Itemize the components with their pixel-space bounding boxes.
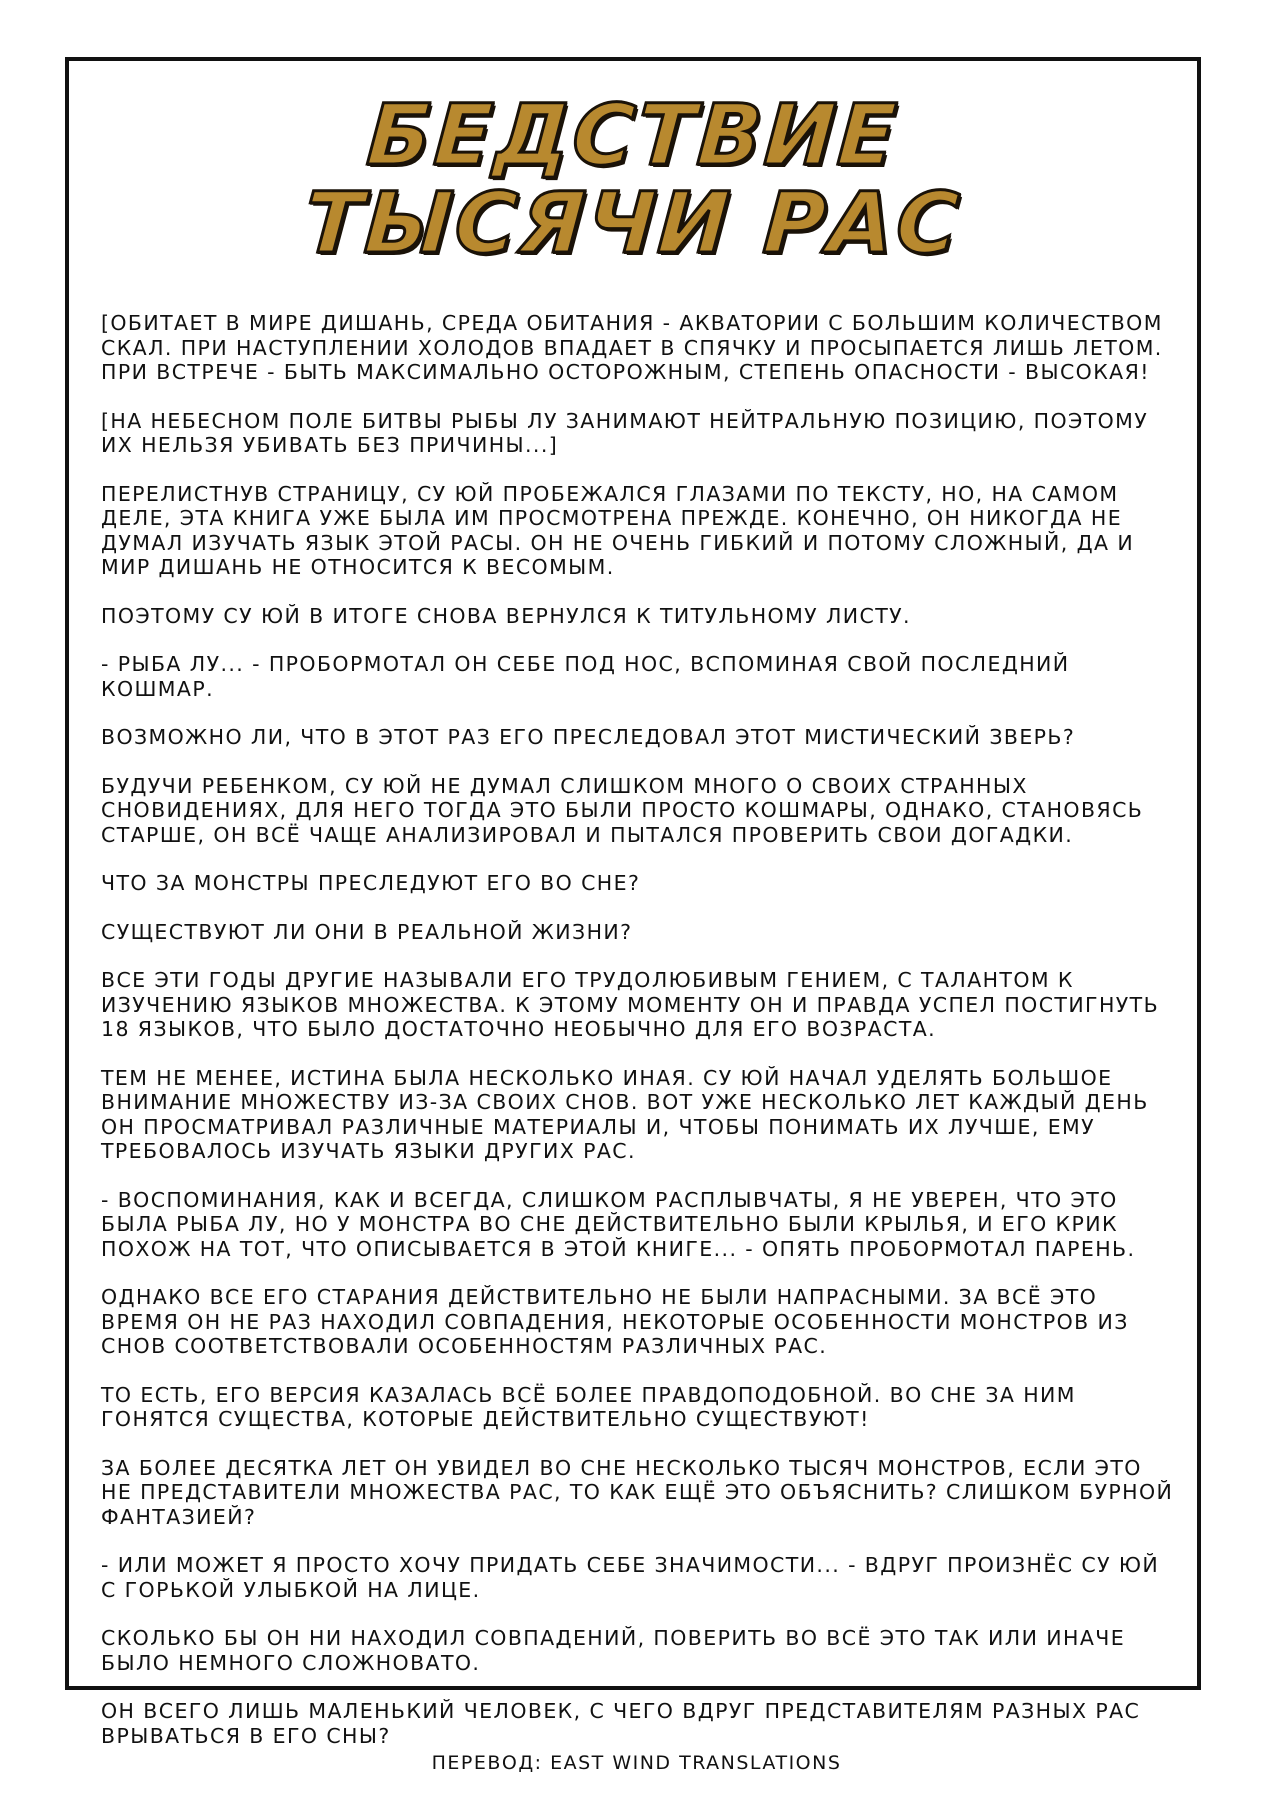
paragraph: СКОЛЬКО БЫ ОН НИ НАХОДИЛ СОВПАДЕНИЙ, ПОВЕРИТЬ ВО ВСЁ ЭТО ТАК ИЛИ ИНАЧЕ БЫЛО НЕМНОГО СЛОЖНОВАТО.	[101, 1626, 1126, 1675]
paragraph: - ИЛИ МОЖЕТ Я ПРОСТО ХОЧУ ПРИДАТЬ СЕБЕ ЗНАЧИМОСТИ... - ВДРУГ ПРОИЗНЁС СУ ЮЙ С ГОРЬКОЙ УЛЫБКОЙ НА ЛИЦЕ.	[101, 1553, 1160, 1602]
paragraph: ЧТО ЗА МОНСТРЫ ПРЕСЛЕДУЮТ ЕГО ВО СНЕ?	[101, 871, 641, 895]
paragraph: ТЕМ НЕ МЕНЕЕ, ИСТИНА БЫЛА НЕСКОЛЬКО ИНАЯ. СУ ЮЙ НАЧАЛ УДЕЛЯТЬ БОЛЬШОЕ ВНИМАНИЕ МНОЖЕСТВУ ИЗ-ЗА СВОИХ СНОВ. ВОТ УЖЕ НЕСКОЛЬКО ЛЕТ КАЖДЫЙ ДЕНЬ ОН ПРОСМАТРИВАЛ РАЗЛИЧНЫЕ МАТЕРИАЛЫ И, ЧТОБЫ ПОНИМАТЬ ИХ ЛУЧШЕ, ЕМУ ТРЕБОВАЛОСЬ ИЗУЧАТЬ ЯЗЫКИ ДРУГИХ РАС.	[101, 1065, 1149, 1163]
page-frame	[65, 57, 1201, 1748]
paragraph: ПЕРЕЛИСТНУВ СТРАНИЦУ, СУ ЮЙ ПРОБЕЖАЛСЯ ГЛАЗАМИ ПО ТЕКСТУ, НО, НА САМОМ ДЕЛЕ, ЭТА КНИГА УЖЕ БЫЛА ИМ ПРОСМОТРЕНА ПРЕЖДЕ. КОНЕЧНО, ОН НИКОГДА НЕ ДУМАЛ ИЗУЧАТЬ ЯЗЫК ЭТОЙ РАСЫ. ОН НЕ ОЧЕНЬ ГИБКИЙ И ПОТОМУ СЛОЖНЫЙ, ДА И МИР ДИШАНЬ НЕ ОТНОСИТСЯ К ВЕСОМЫМ.	[101, 481, 1135, 579]
paragraph: ВСЕ ЭТИ ГОДЫ ДРУГИЕ НАЗЫВАЛИ ЕГО ТРУДОЛЮБИВЫМ ГЕНИЕМ, С ТАЛАНТОМ К ИЗУЧЕНИЮ ЯЗЫКОВ МНОЖЕСТВА. К ЭТОМУ МОМЕНТУ ОН И ПРАВДА УСПЕЛ ПОСТИГНУТЬ 18 ЯЗЫКОВ, ЧТО БЫЛО ДОСТАТОЧНО НЕОБЫЧНО ДЛЯ ЕГО ВОЗРАСТА.	[101, 968, 1160, 1041]
paragraph: ВОЗМОЖНО ЛИ, ЧТО В ЭТОТ РАЗ ЕГО ПРЕСЛЕДОВАЛ ЭТОТ МИСТИЧЕСКИЙ ЗВЕРЬ?	[101, 725, 1076, 749]
paragraph: ТО ЕСТЬ, ЕГО ВЕРСИЯ КАЗАЛАСЬ ВСЁ БОЛЕЕ ПРАВДОПОДОБНОЙ. ВО СНЕ ЗА НИМ ГОНЯТСЯ СУЩЕСТВА, КОТОРЫЕ ДЕЙСТВИТЕЛЬНО СУЩЕСТВУЮТ!	[101, 1382, 1076, 1431]
page-title	[69, 86, 1197, 272]
paragraph: ПОЭТОМУ СУ ЮЙ В ИТОГЕ СНОВА ВЕРНУЛСЯ К ТИТУЛЬНОМУ ЛИСТУ.	[101, 603, 911, 628]
body-text	[101, 311, 1179, 1772]
paragraph: ОН ВСЕГО ЛИШЬ МАЛЕНЬКИЙ ЧЕЛОВЕК, С ЧЕГО ВДРУГ ПРЕДСТАВИТЕЛЯМ РАЗНЫХ РАС ВРЫВАТЬСЯ В ЕГО СНЫ?	[101, 1699, 1141, 1748]
paragraph: [ОБИТАЕТ В МИРЕ ДИШАНЬ, СРЕДА ОБИТАНИЯ - АКВАТОРИИ С БОЛЬШИМ КОЛИЧЕСТВОМ СКАЛ. ПРИ НАСТУПЛЕНИИ ХОЛОДОВ ВПАДАЕТ В СПЯЧКУ И ПРОСЫПАЕТСЯ ЛИШЬ ЛЕТОМ. ПРИ ВСТРЕЧЕ - БЫТЬ МАКСИМАЛЬНО ОСТОРОЖНЫМ, СТЕПЕНЬ ОПАСНОСТИ - ВЫСОКАЯ!	[101, 311, 1163, 384]
paragraph: - ВОСПОМИНАНИЯ, КАК И ВСЕГДА, СЛИШКОМ РАСПЛЫВЧАТЫ, Я НЕ УВЕРЕН, ЧТО ЭТО БЫЛА РЫБА ЛУ, НО У МОНСТРА ВО СНЕ ДЕЙСТВИТЕЛЬНО БЫЛИ КРЫЛЬЯ, И ЕГО КРИК ПОХОЖ НА ТОТ, ЧТО ОПИСЫВАЕТСЯ В ЭТОЙ КНИГЕ... - ОПЯТЬ ПРОБОРМОТАЛ ПАРЕНЬ.	[101, 1187, 1136, 1261]
paragraph: БУДУЧИ РЕБЕНКОМ, СУ ЮЙ НЕ ДУМАЛ СЛИШКОМ МНОГО О СВОИХ СТРАННЫХ СНОВИДЕНИЯХ, ДЛЯ НЕГО ТОГДА ЭТО БЫЛИ ПРОСТО КОШМАРЫ, ОДНАКО, СТАНОВЯСЬ СТАРШЕ, ОН ВСЁ ЧАЩЕ АНАЛИЗИРОВАЛ И ПЫТАЛСЯ ПРОВЕРИТЬ СВОИ ДОГАДКИ.	[101, 773, 1144, 847]
paragraph: ОДНАКО ВСЕ ЕГО СТАРАНИЯ ДЕЙСТВИТЕЛЬНО НЕ БЫЛИ НАПРАСНЫМИ. ЗА ВСЁ ЭТО ВРЕМЯ ОН НЕ РАЗ НАХОДИЛ СОВПАДЕНИЯ, НЕКОТОРЫЕ ОСОБЕННОСТИ МОНСТРОВ ИЗ СНОВ СООТВЕТСТВОВАЛИ ОСОБЕННОСТЯМ РАЗЛИЧНЫХ РАС.	[101, 1285, 1129, 1358]
title-line-2: ТЫСЯЧИ РАС	[301, 174, 965, 272]
paragraph: - РЫБА ЛУ... - ПРОБОРМОТАЛ ОН СЕБЕ ПОД НОС, ВСПОМИНАЯ СВОЙ ПОСЛЕДНИЙ КОШМАР.	[101, 652, 1070, 701]
translation-credit: ПЕРЕВОД: EAST WIND TRANSLATIONS	[431, 1752, 842, 1774]
title-line-1: БЕДСТВИЕ	[364, 86, 902, 184]
paragraph: [НА НЕБЕСНОМ ПОЛЕ БИТВЫ РЫБЫ ЛУ ЗАНИМАЮТ НЕЙТРАЛЬНУЮ ПОЗИЦИЮ, ПОЭТОМУ ИХ НЕЛЬЗЯ УБИВАТЬ БЕЗ ПРИЧИНЫ...]	[101, 408, 1149, 457]
paragraph: ЗА БОЛЕЕ ДЕСЯТКА ЛЕТ ОН УВИДЕЛ ВО СНЕ НЕСКОЛЬКО ТЫСЯЧ МОНСТРОВ, ЕСЛИ ЭТО НЕ ПРЕДСТАВИТЕЛИ МНОЖЕСТВА РАС, ТО КАК ЕЩЁ ЭТО ОБЪЯСНИТЬ? СЛИШКОМ БУРНОЙ ФАНТАЗИЕЙ?	[101, 1455, 1174, 1529]
paragraph: СУЩЕСТВУЮТ ЛИ ОНИ В РЕАЛЬНОЙ ЖИЗНИ?	[101, 919, 633, 944]
